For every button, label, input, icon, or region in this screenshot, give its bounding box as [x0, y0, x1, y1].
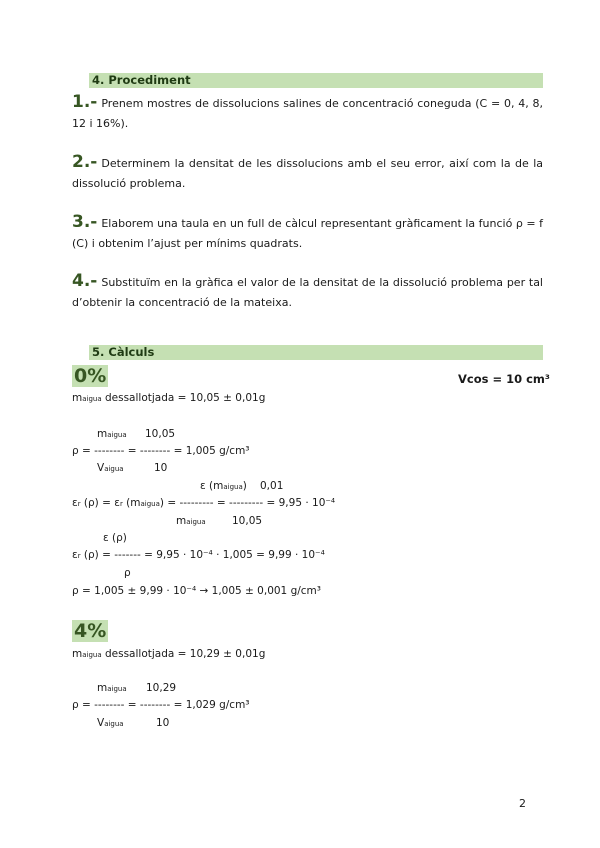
- c4-rho-numerator: [97, 681, 127, 696]
- c0-final-result: ρ = 1,005 ± 9,99 · 10⁻⁴ → 1,005 ± 0,001 g/cm³: [72, 585, 321, 597]
- c4-rho-line: ρ = -------- = -------- = 1,029 g/cm³: [72, 699, 250, 711]
- c0-eps2-line: [72, 548, 325, 563]
- step-text: Substituïm en la gràfica el valor de la densitat de la dissolució problema per tal d’obtenir la concentració de la mateixa.: [72, 276, 543, 309]
- c4-rho-denominator: [97, 716, 124, 731]
- step-text: Elaborem una taula en un full de càlcul representant gràficament la funció ρ = f (C) i obtenim l’ajust per mínims quadrats.: [72, 217, 543, 250]
- c4-rho-numerator-value: 10,29: [146, 682, 177, 694]
- eps-text: (ρ) = ------- = 9,95 · 10⁻⁴ · 1,005 = 9,99 · 10⁻⁴: [80, 549, 325, 561]
- c0-rho-denominator: [97, 461, 124, 476]
- denominator-subscript: aigua: [104, 720, 124, 728]
- step-number: 3.-: [72, 212, 98, 232]
- eps-numerator-close: ): [242, 480, 247, 492]
- eps-numerator-subscript: aigua: [223, 483, 243, 491]
- c0-eps-denominator-value: 10,05: [232, 515, 263, 527]
- eps-denominator-subscript: aigua: [186, 518, 206, 526]
- procedure-step-1: [72, 92, 543, 134]
- c0-eps-numerator-value: 0,01: [260, 480, 284, 492]
- procedure-heading-bar: [89, 73, 543, 88]
- mass-subscript: aigua: [82, 395, 102, 403]
- eps-symbol: ε: [72, 497, 78, 509]
- c0-rho-numerator: [97, 427, 127, 442]
- mass-value: dessallotjada = 10,05 ± 0,01g: [101, 392, 266, 404]
- step-number: 2.-: [72, 152, 98, 172]
- c0-rho-denominator-value: 10: [154, 462, 168, 474]
- volume-note: Vcos = 10 cm³: [458, 372, 550, 386]
- numerator-subscript: aigua: [107, 685, 127, 693]
- denominator-symbol: V: [97, 462, 105, 474]
- c0-eps-line: [72, 496, 335, 511]
- c0-rho-line: ρ = -------- = -------- = 1,005 g/cm³: [72, 445, 250, 457]
- c4-mass-line: [72, 647, 265, 662]
- c0-mass-line: [72, 391, 265, 406]
- eps-subscript: r: [77, 500, 81, 508]
- concentration-0-title: 0%: [74, 365, 107, 387]
- mass-subscript: aigua: [82, 651, 102, 659]
- step-number: 1.-: [72, 92, 98, 112]
- denominator-symbol: V: [97, 717, 105, 729]
- mass-symbol: m: [72, 392, 83, 404]
- eps-subscript: r: [119, 500, 123, 508]
- c0-eps-numerator: [200, 479, 247, 494]
- c0-eps2-denominator: ρ: [124, 567, 131, 579]
- procedure-heading: 4. Procediment: [92, 73, 191, 87]
- eps-text: (m: [122, 497, 141, 509]
- eps-text: ) = --------- = --------- = 9,95 · 10⁻⁴: [159, 497, 336, 509]
- calcs-heading: 5. Càlculs: [92, 345, 155, 359]
- procedure-step-2: [72, 152, 543, 194]
- numerator-symbol: m: [97, 428, 108, 440]
- eps-symbol: ε: [72, 549, 78, 561]
- concentration-4-title: 4%: [74, 620, 107, 642]
- eps-denominator-symbol: m: [176, 515, 187, 527]
- numerator-symbol: m: [97, 682, 108, 694]
- c0-eps2-numerator: ε (ρ): [103, 532, 127, 544]
- step-number: 4.-: [72, 271, 98, 291]
- step-text: Determinem la densitat de les dissolucions amb el seu error, així com la de la dissolució problema.: [72, 157, 543, 190]
- eps-subscript: r: [77, 552, 81, 560]
- c0-eps-denominator: [176, 514, 206, 529]
- procedure-step-4: [72, 271, 543, 313]
- eps-text: (ρ) = ε: [80, 497, 120, 509]
- c0-rho-numerator-value: 10,05: [145, 428, 176, 440]
- numerator-subscript: aigua: [107, 431, 127, 439]
- page-number: 2: [519, 797, 526, 810]
- mass-symbol: m: [72, 648, 83, 660]
- mass-value: dessallotjada = 10,29 ± 0,01g: [101, 648, 266, 660]
- procedure-step-3: [72, 212, 543, 254]
- step-text: Prenem mostres de dissolucions salines de concentració coneguda (C = 0, 4, 8, 12 i 16%).: [72, 97, 543, 130]
- calcs-heading-bar: [89, 345, 543, 360]
- denominator-subscript: aigua: [104, 465, 124, 473]
- eps-numerator-text: ε (m: [200, 480, 224, 492]
- eps-subscript: aigua: [140, 500, 160, 508]
- c4-rho-denominator-value: 10: [156, 717, 170, 729]
